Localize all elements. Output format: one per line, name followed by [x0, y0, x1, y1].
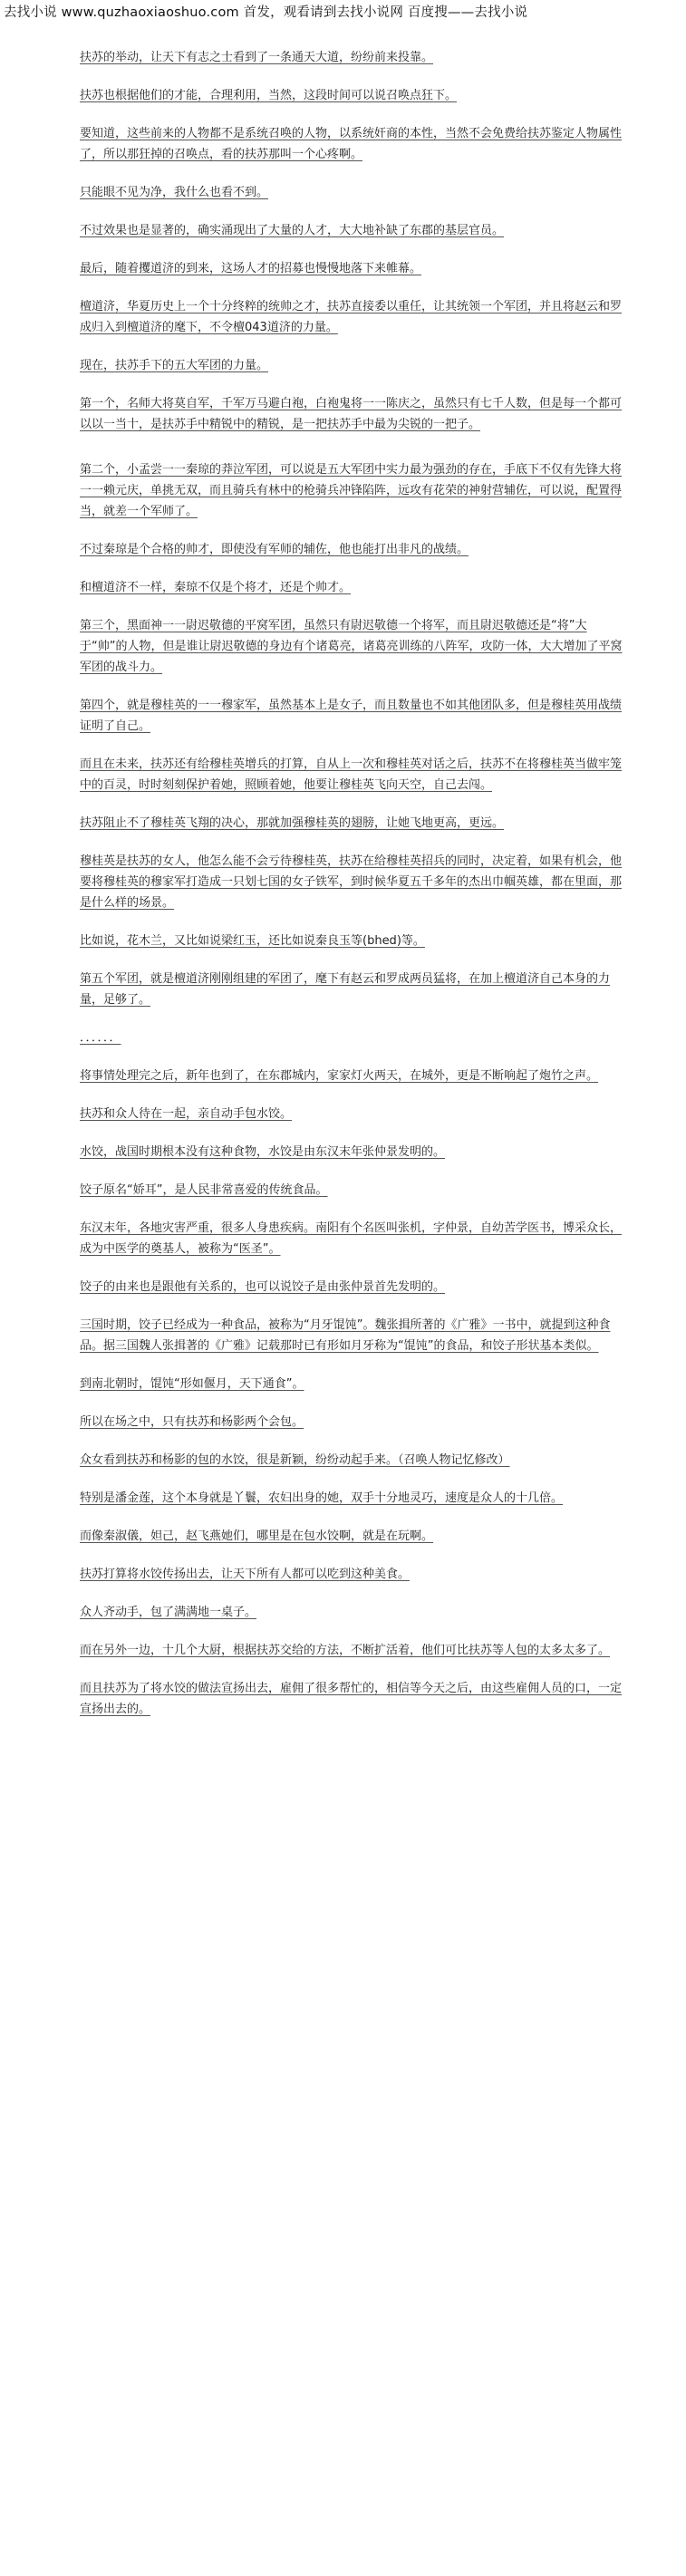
section-divider: ．．．．．．: [80, 1031, 121, 1045]
paragraph: 要知道，这些前来的人物都不是系统召唤的人物，以系统奸商的本性，当然不会免费给扶苏鉴定人物属性了，所以那狂掉的召唤点，看的扶苏那叫一个心疼啊。: [80, 127, 623, 161]
paragraph: 第一个，名师大将莫自军，千军万马避白袍，白袍鬼将一一陈庆之，虽然只有七千人数，但是每一个都可以以一当十，是扶苏手中精锐中的精锐，是一把扶苏手中最为尖锐的一把子。: [80, 397, 623, 431]
paragraph: 而且在未来，扶苏还有给穆桂英增兵的打算，自从上一次和穆桂英对话之后，扶苏不在将穆桂英当做牢笼中的百灵，时时刻刻保护着她，照顾着她，他要让穆桂英飞向天空，自己去闯。: [80, 757, 623, 792]
paragraph: 第四个，就是穆桂英的一一穆家军，虽然基本上是女子，而且数量也不如其他团队多，但是穆桂英用战绩证明了自己。: [80, 699, 623, 733]
paragraph: 最后，随着攫道济的到来，这场人才的招募也慢慢地落下来帷幕。: [80, 262, 422, 275]
paragraph: 扶苏也根据他们的才能，合理利用，当然，这段时间可以说召唤点狂下。: [80, 89, 458, 102]
paragraph: 三国时期，饺子已经成为一种食品，被称为“月牙馄饨”。魏张揖所著的《广雅》一书中，就提到这种食品。据三国魏人张揖著的《广雅》记载那时已有形如月牙称为“馄饨”的食品，和饺子形状基本类似。: [80, 1318, 611, 1353]
paragraph: 扶苏的举动，让天下有志之士看到了一条通天大道，纷纷前来投靠。: [80, 51, 434, 64]
paragraph: 第五个军团，就是檀道济刚刚组建的军团了，麾下有赵云和罗成两员猛将，在加上檀道济自己本身的力量，足够了。: [80, 972, 611, 1007]
paragraph: 不过效果也是显著的，确实涌现出了大量的人才，大大地补缺了东郡的基层官员。: [80, 224, 505, 237]
paragraph: 不过秦琼是个合格的帅才，即使没有军师的辅佐，他也能打出非凡的战绩。: [80, 543, 469, 556]
paragraph: 穆桂英是扶苏的女人，他怎么能不会亏待穆桂英，扶苏在给穆桂英招兵的同时，决定着，如果有机会，他要将穆桂英的穆家军打造成一只划七国的女子铁军，到时候华夏五千多年的杰出巾帼英雄，都在里面，那是什么样的场景。: [80, 854, 623, 910]
paragraph: 比如说，花木兰，又比如说梁红玉，还比如说秦良玉等(bhed)等。: [80, 934, 425, 948]
paragraph: 扶苏和众人待在一起，亲自动手包水饺。: [80, 1107, 293, 1121]
paragraph: 将事情处理完之后，新年也到了，在东郡城内，家家灯火两天，在城外，更是不断响起了炮竹之声。: [80, 1069, 599, 1083]
paragraph: 而在另外一边，十几个大厨，根据扶苏交给的方法，不断扩活着，他们可比扶苏等人包的太多太多了。: [80, 1644, 611, 1657]
paragraph: 所以在场之中，只有扶苏和杨影两个会包。: [80, 1415, 304, 1429]
paragraph: 第二个，小孟尝一一秦琼的莽泣军团，可以说是五大军团中实力最为强劲的存在，手底下不仅有先锋大将一一赖元庆，单挑无双，而且骑兵有林中的枪骑兵冲锋陷阵，远攻有花荣的神射营辅佐，可以说，配置得当，就差一个军师了。: [80, 463, 623, 518]
paragraph: 檀道济，华夏历史上一个十分终粹的统帅之才，扶苏直接委以重任，让其统领一个军团，并且将赵云和罗成归入到檀道济的麾下，不令檀043道济的力量。: [80, 300, 623, 334]
site-banner: 去找小说 www.quzhaoxiaoshuo.com 首发，观看请到去找小说网 百度搜——去找小说: [4, 5, 528, 20]
paragraph: 饺子的由来也是跟他有关系的，也可以说饺子是由张仲景首先发明的。: [80, 1280, 446, 1294]
paragraph: 东汉末年，各地灾害严重，很多人身患疾病。南阳有个名医叫张机，字仲景，自幼苦学医书，博采众长，成为中医学的奠基人，被称为“医圣”。: [80, 1221, 623, 1256]
paragraph: 众人齐动手，包了满满地一桌子。: [80, 1606, 257, 1619]
paragraph: 第三个，黑面神一一尉迟敬德的平窝军团，虽然只有尉迟敬德一个将军，而且尉迟敬德还是“将”大于“帅”的人物，但是谁让尉迟敬德的身边有个诸葛亮，诸葛亮训练的八阵军，攻防一体，大大增加了平窝军团的战斗力。: [80, 619, 623, 674]
paragraph: 众女看到扶苏和杨影的包的水饺，很是新颖，纷纷动起手来。（召唤人物记忆修改）: [80, 1453, 510, 1467]
chapter-body: [0, 47, 686, 1720]
paragraph: 只能眼不见为净，我什么也看不到。: [80, 186, 269, 199]
paragraph: 现在，扶苏手下的五大军团的力量。: [80, 359, 269, 372]
paragraph: 而像秦淑儀，妲己，赵飞燕她们，哪里是在包水饺啊，就是在玩啊。: [80, 1529, 434, 1543]
paragraph: 和檀道济不一样，秦琼不仅是个将才，还是个帅才。: [80, 581, 352, 594]
paragraph: 水饺，战国时期根本没有这种食物，水饺是由东汉末年张仲景发明的。: [80, 1145, 446, 1159]
paragraph: 扶苏阻止不了穆桂英飞翔的决心，那就加强穆桂英的翅膀，让她飞地更高，更远。: [80, 816, 505, 830]
paragraph: 特别是潘金莲，这个本身就是丫鬟，农妇出身的她，双手十分地灵巧，速度是众人的十几倍。: [80, 1491, 564, 1505]
paragraph: 而且扶苏为了将水饺的做法宣扬出去，雇佣了很多帮忙的，相信等今天之后，由这些雇佣人员的口，一定宣扬出去的。: [80, 1682, 623, 1716]
paragraph: 饺子原名“娇耳”，是人民非常喜爱的传统食品。: [80, 1183, 328, 1197]
paragraph: 到南北朝时，馄饨“形如偃月，天下通食”。: [80, 1377, 304, 1391]
paragraph: 扶苏打算将水饺传扬出去，让天下所有人都可以吃到这种美食。: [80, 1568, 411, 1581]
